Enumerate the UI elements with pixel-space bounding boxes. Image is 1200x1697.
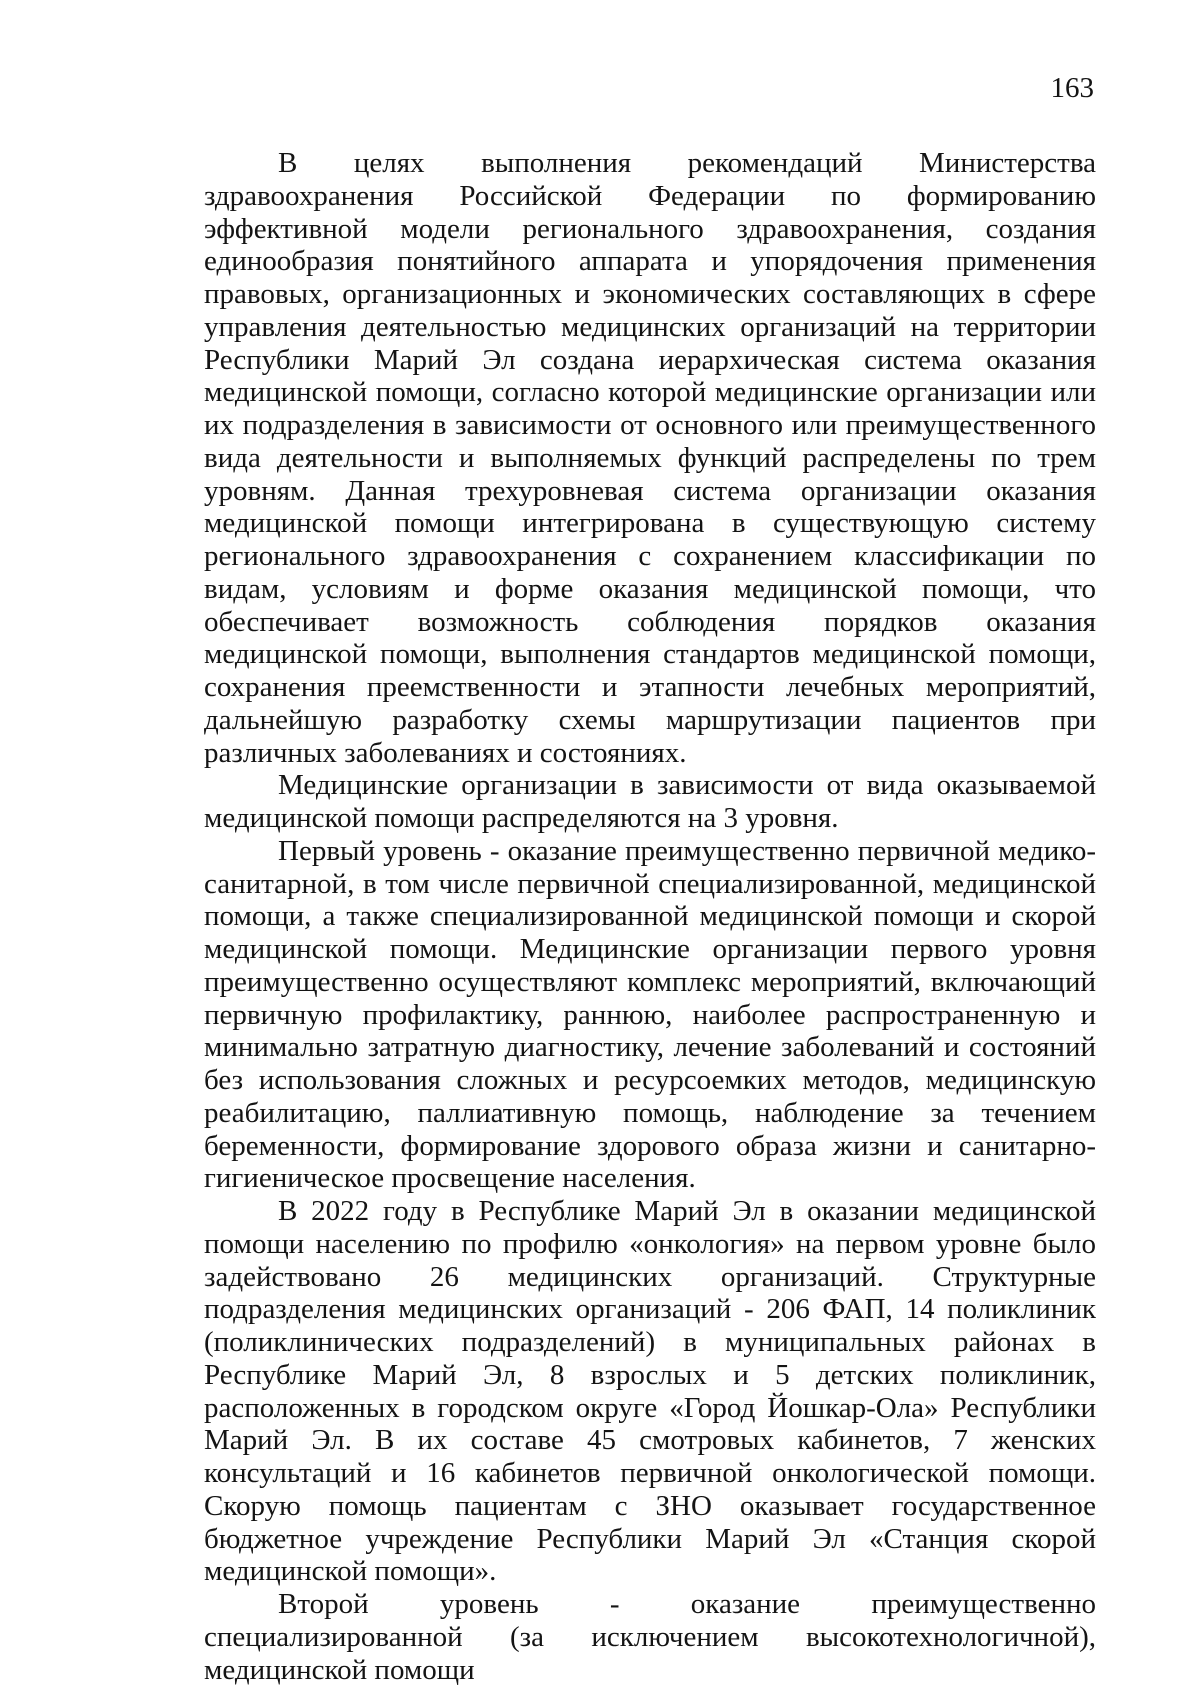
page-number: 163	[1050, 72, 1094, 104]
paragraph-first-level: Первый уровень - оказание преимущественно первичной медико-санитарной, в том числе первичной специализированной, медицинской помощи, а также специализированной медицинской помощи и скорой медицинской помощи. Медицинские организации первого уровня преимущественно осуществляют комплекс мероприятий, включающий первичную профилактику, раннюю, наиболее распространенную и минимально затратную диагностику, лечение заболеваний и состояний без использования сложных и ресурсоемких методов, медицинскую реабилитацию, паллиативную помощь, наблюдение за течением беременности, формирование здорового образа жизни и санитарно-гигиеническое просвещение населения.	[204, 834, 1096, 1195]
paragraph-three-levels: Медицинские организации в зависимости от вида оказываемой медицинской помощи распределяются на 3 уровня.	[204, 769, 1096, 834]
paragraph-oncology-2022: В 2022 году в Республике Марий Эл в оказании медицинской помощи населению по профилю «онкология» на первом уровне было задействовано 26 медицинских организаций. Структурные подразделения медицинских организаций - 206 ФАП, 14 поликлиник (поликлинических подразделений) в муниципальных районах в Республике Марий Эл, 8 взрослых и 5 детских поликлиник, расположенных в городском округе «Город Йошкар-Ола» Республики Марий Эл. В их составе 45 смотровых кабинетов, 7 женских консультаций и 16 кабинетов первичной онкологической помощи. Скорую помощь пациентам с ЗНО оказывает государственное бюджетное учреждение Республики Марий Эл «Станция скорой медицинской помощи».	[204, 1195, 1096, 1588]
paragraph-second-level: Второй уровень - оказание преимущественно специализированной (за исключением высокотехнологичной), медицинской помощи	[204, 1588, 1096, 1686]
paragraph-hierarchical-system: В целях выполнения рекомендаций Министерства здравоохранения Российской Федерации по формированию эффективной модели регионального здравоохранения, создания единообразия понятийного аппарата и упорядочения применения правовых, организационных и экономических составляющих в сфере управления деятельностью медицинских организаций на территории Республики Марий Эл создана иерархическая система оказания медицинской помощи, согласно которой медицинские организации или их подразделения в зависимости от основного или преимущественного вида деятельности и выполняемых функций распределены по трем уровням. Данная трехуровневая система организации оказания медицинской помощи интегрирована в существующую систему регионального здравоохранения с сохранением классификации по видам, условиям и форме оказания медицинской помощи, что обеспечивает возможность соблюдения порядков оказания медицинской помощи, выполнения стандартов медицинской помощи, сохранения преемственности и этапности лечебных мероприятий, дальнейшую разработку схемы маршрутизации пациентов при различных заболеваниях и состояниях.	[204, 147, 1096, 769]
document-body	[204, 147, 1096, 1686]
